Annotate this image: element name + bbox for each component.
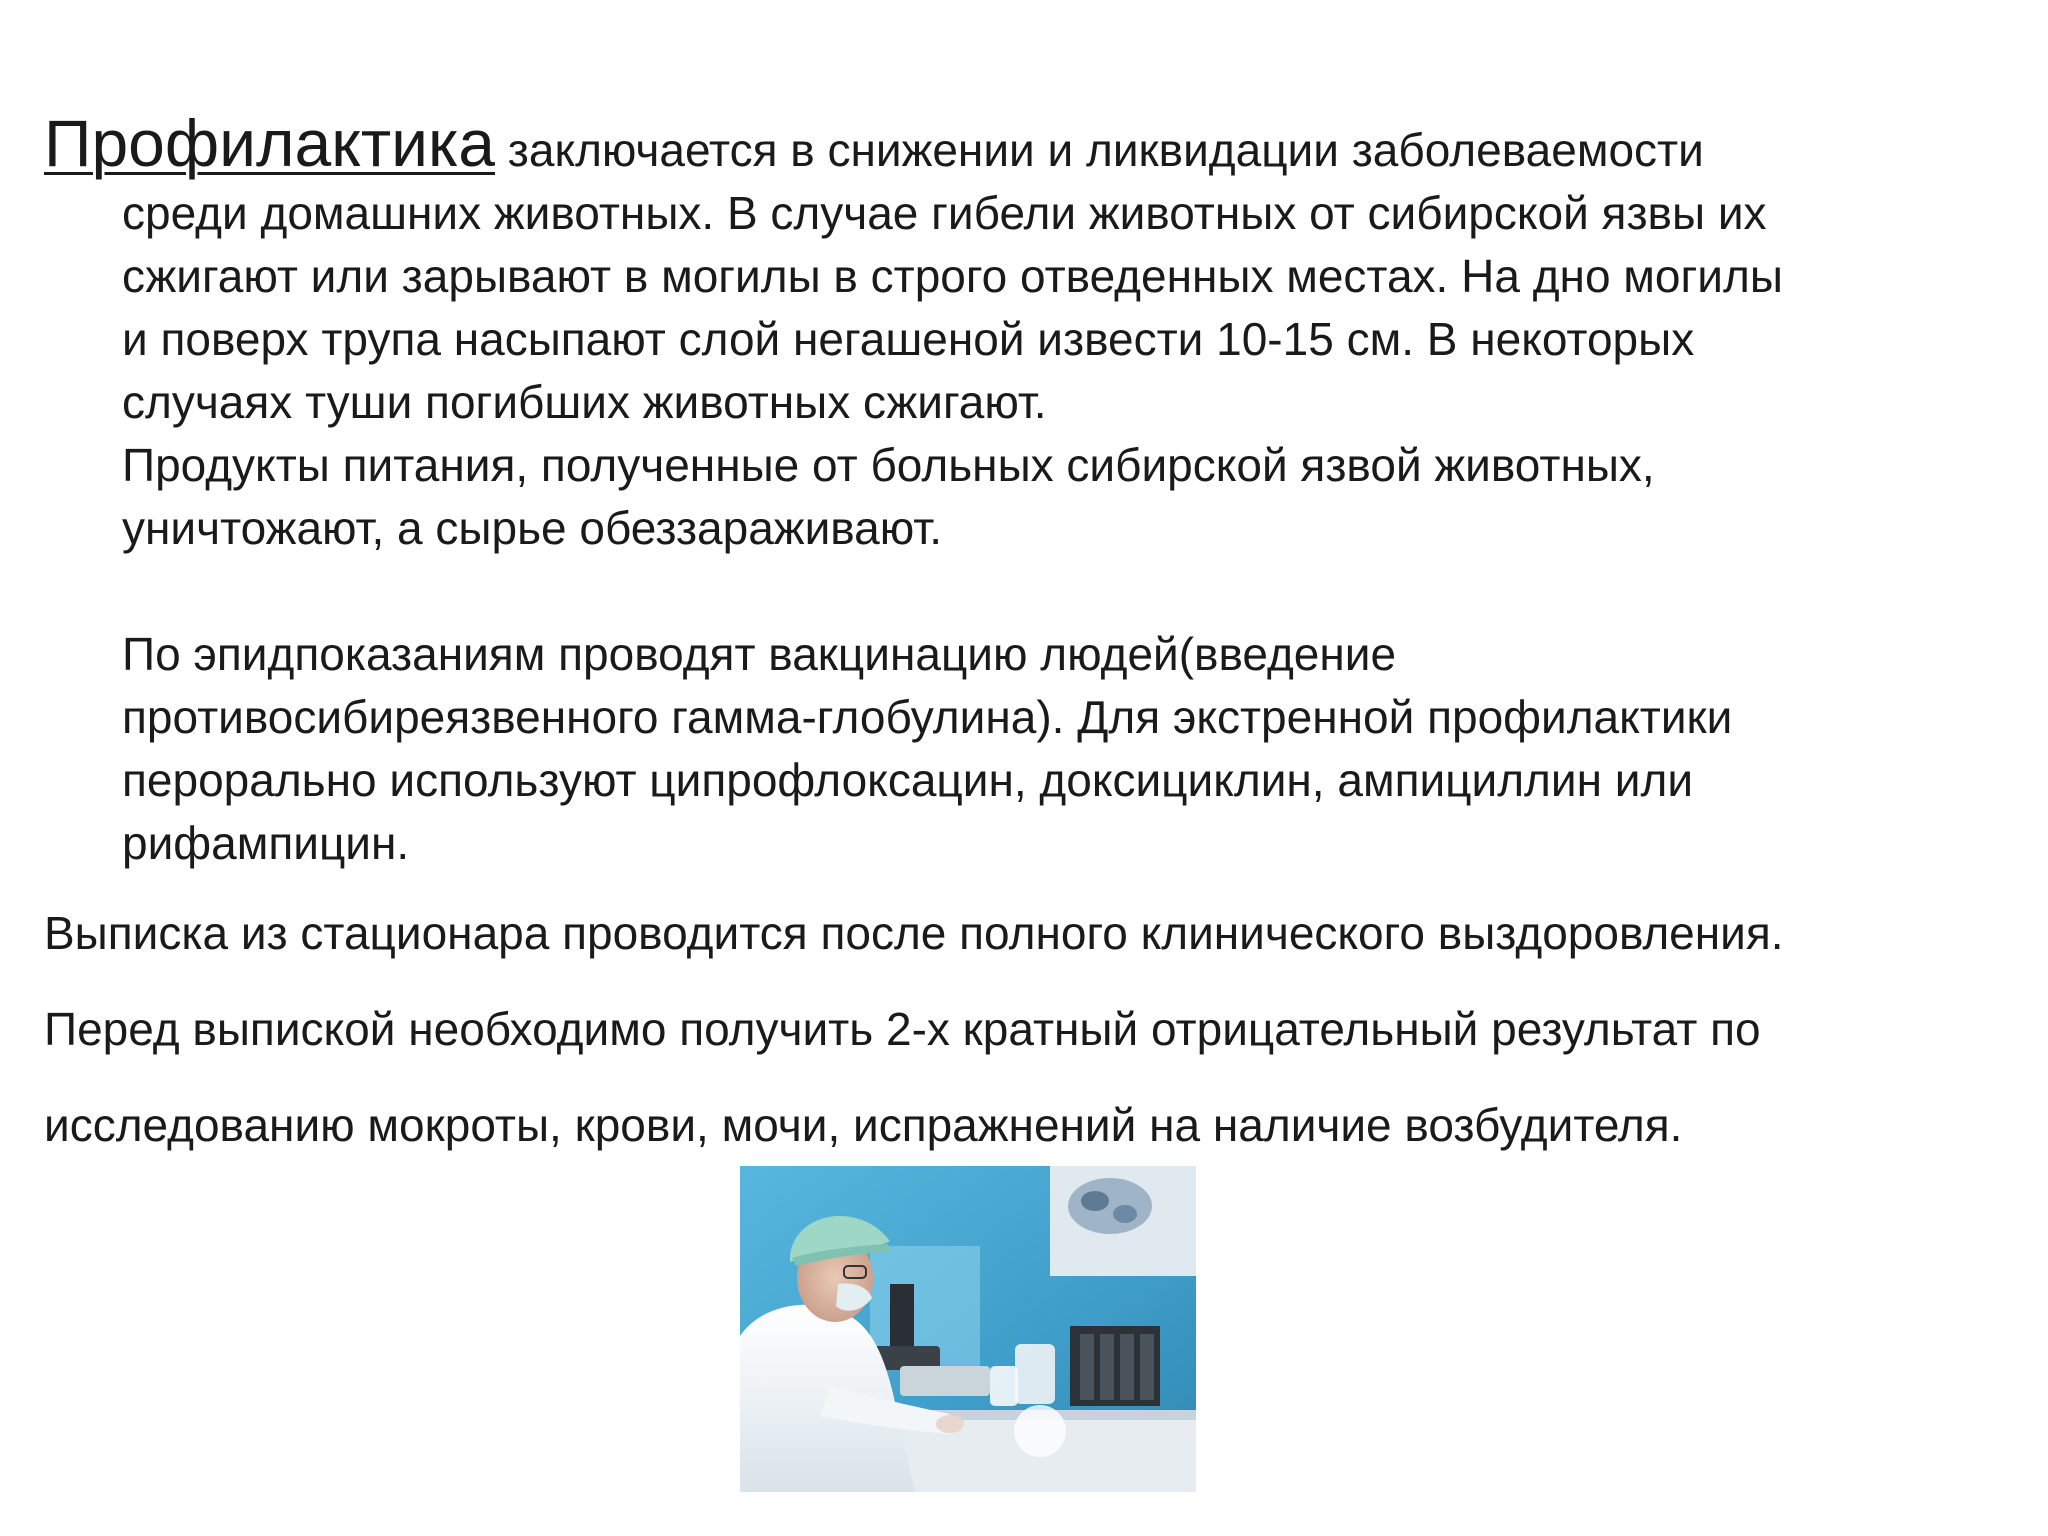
paragraph-line: и поверх трупа насыпают слой негашеной извести 10-15 см. В некоторых — [122, 313, 1695, 365]
discharge-line: Выписка из стационара проводится после полного клинического выздоровления. — [44, 907, 1784, 959]
lab-worker-photo — [740, 1166, 1196, 1492]
paragraph-line: сжигают или зарывают в могилы в строго отведенных местах. На дно могилы — [122, 250, 1783, 302]
discharge-line: Перед выпиской необходимо получить 2-х кратный отрицательный результат по — [44, 1003, 1761, 1055]
paragraph-line: уничтожают, а сырье обеззараживают. — [122, 502, 943, 554]
prophylaxis-paragraph — [44, 106, 2034, 875]
heading-line — [44, 106, 2034, 182]
vaccination-line: По эпидпоказаниям проводят вакцинацию людей(введение — [122, 628, 1397, 680]
paragraph-line: случаях туши погибших животных сжигают. — [122, 376, 1047, 428]
paragraph-line: Продукты питания, полученные от больных сибирской язвой животных, — [122, 439, 1655, 491]
vaccination-line: рифампицин. — [122, 817, 410, 869]
paragraph-line: среди домашних животных. В случае гибели животных от сибирской язвы их — [122, 187, 1767, 239]
vaccination-line: перорально используют ципрофлоксацин, доксициклин, ампициллин или — [122, 754, 1694, 806]
vaccination-line: противосибиреязвенного гамма-глобулина). Для экстренной профилактики — [122, 691, 1733, 743]
heading-word: Профилактика — [44, 106, 495, 180]
discharge-line: исследованию мокроты, крови, мочи, испражнений на наличие возбудителя. — [44, 1099, 1683, 1151]
heading-rest: заключается в снижении и ликвидации заболеваемости — [494, 124, 1704, 176]
